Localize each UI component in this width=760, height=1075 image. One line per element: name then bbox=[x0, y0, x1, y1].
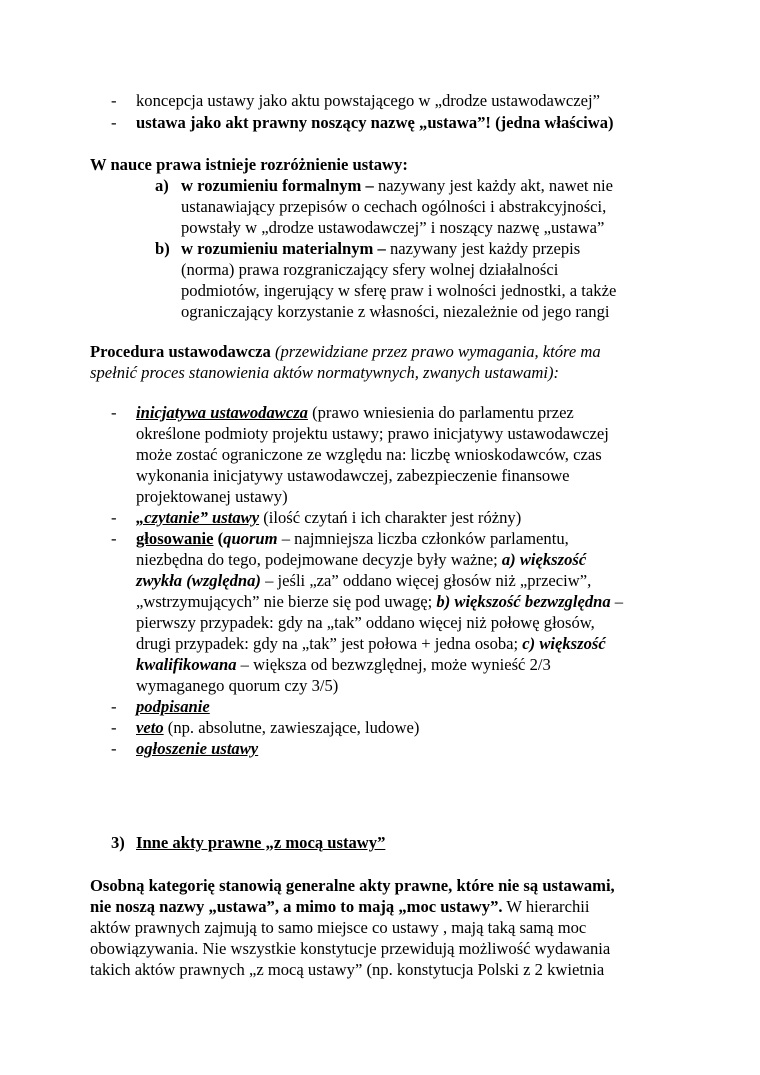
quorum-term: quorum bbox=[223, 529, 278, 548]
initiative-line: inicjatywa ustawodawcza (prawo wniesienia do parlamentu przez bbox=[136, 403, 574, 422]
voting-line: niezbędna do tego, podejmowane decyzje były ważne; a) większość bbox=[136, 550, 587, 569]
material-sense-line: podmiotów, ingerujący w sferę praw i wolności jednostki, a także bbox=[181, 281, 617, 300]
section-number: 3) bbox=[111, 833, 125, 852]
bullet-dash: - bbox=[111, 403, 117, 422]
formal-sense-line: powstały w „drodze ustawodawczej” i noszący nazwę „ustawa” bbox=[181, 218, 605, 237]
reading-line: „czytanie” ustawy (ilość czytań i ich charakter jest różny) bbox=[136, 508, 522, 527]
list-marker-a: a) bbox=[155, 176, 169, 195]
bullet-dash: - bbox=[111, 508, 117, 527]
material-sense-line: ograniczający korzystanie z własności, niezależnie od jego rangi bbox=[181, 302, 610, 321]
voting-line: pierwszy przypadek: gdy na „tak” oddano więcej niż połowę głosów, bbox=[136, 613, 595, 632]
qualified-majority-term: c) większość bbox=[522, 634, 606, 653]
material-sense-line: (norma) prawa rozgraniczający sfery wolnej działalności bbox=[181, 260, 559, 279]
initiative-line: określone podmioty projektu ustawy; prawo inicjatywy ustawodawczej bbox=[136, 424, 609, 443]
paragraph-line: Osobną kategorię stanowią generalne akty prawne, które nie są ustawami, bbox=[90, 876, 615, 895]
list-item-concept: koncepcja ustawy jako aktu powstającego w „drodze ustawodawczej” bbox=[136, 91, 600, 110]
initiative-line: wykonania inicjatywy ustawodawczej, zabezpieczenie finansowe bbox=[136, 466, 570, 485]
initiative-line: może zostać ograniczone ze względu na: liczbę wnioskodawców, czas bbox=[136, 445, 602, 464]
distinction-heading: W nauce prawa istnieje rozróżnienie ustawy: bbox=[90, 155, 408, 174]
voting-line: „wstrzymujących” nie bierze się pod uwagę; b) większość bezwzględna – bbox=[136, 592, 624, 611]
paragraph-line: obowiązywania. Nie wszystkie konstytucje przewidują możliwość wydawania bbox=[90, 939, 611, 958]
publication-term: ogłoszenie ustawy bbox=[136, 739, 259, 758]
material-sense-term: w rozumieniu materialnym – bbox=[181, 239, 386, 258]
voting-line: zwykła (względna) – jeśli „za” oddano więcej głosów niż „przeciw”, bbox=[136, 571, 592, 590]
bullet-dash: - bbox=[111, 113, 117, 132]
procedure-heading: Procedura ustawodawcza (przewidziane przez prawo wymagania, które ma bbox=[90, 342, 601, 361]
bullet-dash: - bbox=[111, 718, 117, 737]
bullet-dash: - bbox=[111, 529, 117, 548]
formal-sense-line: ustanawiający przepisów o cechach ogólności i abstrakcyjności, bbox=[181, 197, 607, 216]
formal-sense-term: w rozumieniu formalnym – bbox=[181, 176, 374, 195]
veto-line: veto (np. absolutne, zawieszające, ludowe) bbox=[136, 718, 420, 737]
voting-line: wymaganego quorum czy 3/5) bbox=[136, 676, 339, 695]
reading-term: „czytanie” ustawy bbox=[136, 508, 260, 527]
paragraph-line: aktów prawnych zajmują to samo miejsce co ustawy , mają taką samą moc bbox=[90, 918, 587, 937]
signing-term: podpisanie bbox=[136, 697, 210, 716]
formal-sense-line: w rozumieniu formalnym – nazywany jest każdy akt, nawet nie bbox=[181, 176, 613, 195]
paragraph-line: nie noszą nazwy „ustawa”, a mimo to mają „moc ustawy”. W hierarchii bbox=[90, 897, 590, 916]
bullet-dash: - bbox=[111, 739, 117, 758]
list-marker-b: b) bbox=[155, 239, 170, 258]
simple-majority-term: a) większość bbox=[501, 550, 587, 569]
absolute-majority-term: b) większość bezwzględna bbox=[436, 592, 611, 611]
voting-line: głosowanie (quorum – najmniejsza liczba członków parlamentu, bbox=[136, 529, 569, 548]
bullet-dash: - bbox=[111, 91, 117, 110]
bullet-dash: - bbox=[111, 697, 117, 716]
list-item-statute-name: ustawa jako akt prawny noszący nazwę „ustawa”! (jedna właściwa) bbox=[136, 113, 614, 132]
voting-line: kwalifikowana – większa od bezwzględnej, może wynieść 2/3 bbox=[136, 655, 551, 674]
section-title: Inne akty prawne „z mocą ustawy” bbox=[136, 833, 386, 852]
paragraph-line: takich aktów prawnych „z mocą ustawy” (np. konstytucja Polski z 2 kwietnia bbox=[90, 960, 605, 979]
procedure-description: spełnić proces stanowienia aktów normatywnych, zwanych ustawami): bbox=[90, 363, 560, 382]
initiative-line: projektowanej ustawy) bbox=[136, 487, 288, 506]
voting-term: głosowanie bbox=[136, 529, 214, 548]
veto-term: veto bbox=[136, 718, 164, 737]
voting-line: drugi przypadek: gdy na „tak” jest połowa + jedna osoba; c) większość bbox=[136, 634, 606, 653]
initiative-term: inicjatywa ustawodawcza bbox=[136, 403, 308, 422]
material-sense-line: w rozumieniu materialnym – nazywany jest każdy przepis bbox=[181, 239, 581, 258]
procedure-title: Procedura ustawodawcza bbox=[90, 342, 271, 361]
